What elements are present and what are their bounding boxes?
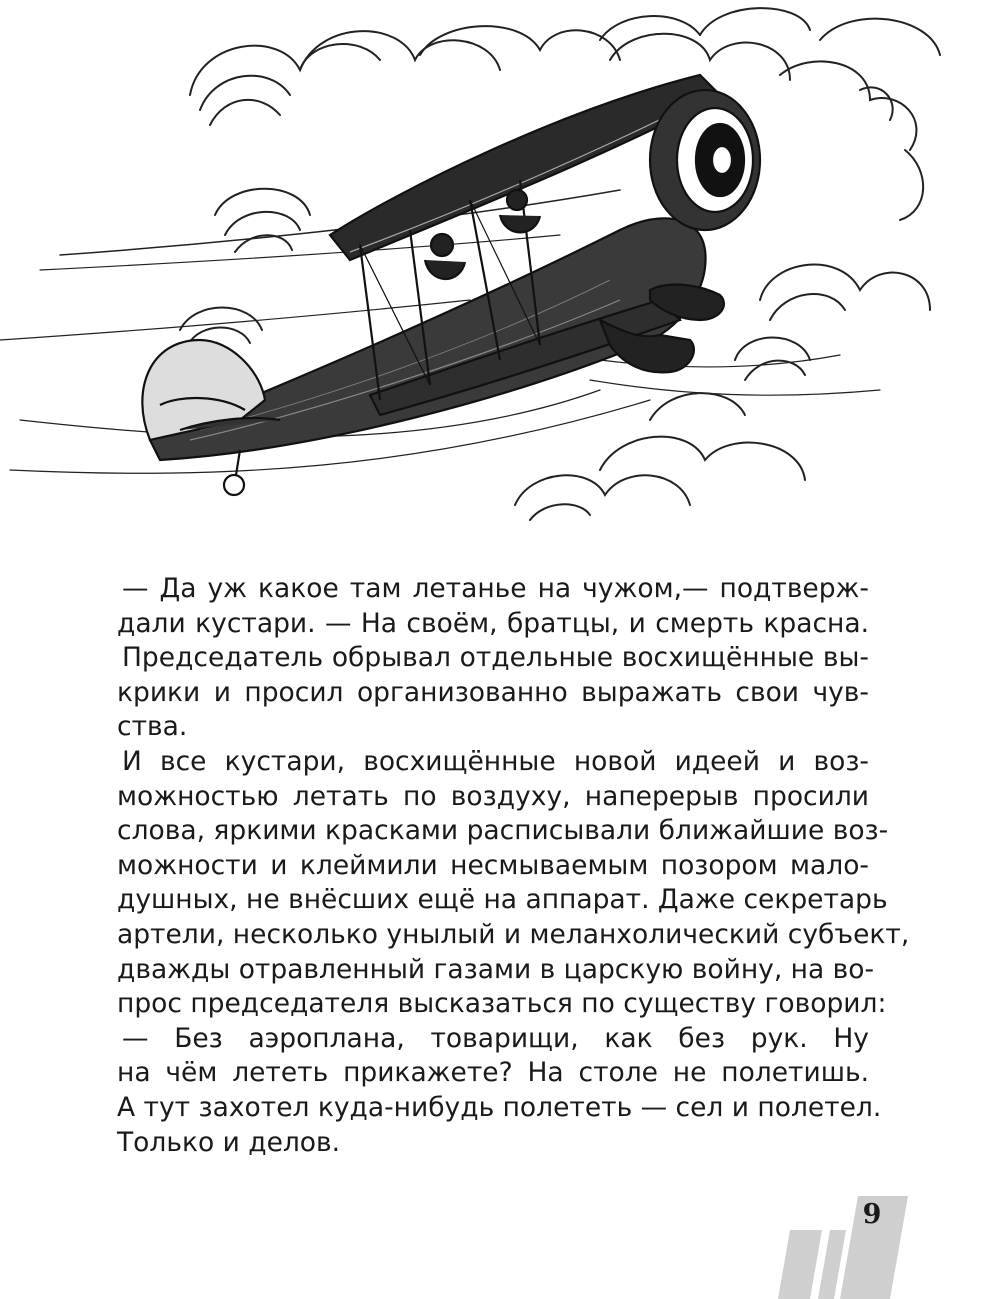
text-line: слова, яркими красками расписывали ближайшие воз- [117,815,889,847]
text-line: прос председателя высказаться по существу говорил: [117,988,887,1020]
text-line: И все кустари, восхищённые новой идеей и воз- [122,745,869,777]
text-line: дважды отравленный газами в царскую войну, на во- [117,953,875,985]
cloud-icon [735,265,930,380]
text-line: — Без аэроплана, товарищи, как без рук. Ну [122,1022,869,1054]
biplane-icon [142,75,760,495]
text-line: Только и делов. [117,1126,341,1158]
body-text [117,572,910,1160]
text-line: артели, несколько унылый и меланхолический субъект, [117,918,910,950]
text-line: дали кустари. — На своём, братцы, и смерть красна. [117,607,869,639]
page-number: 9 [862,1199,882,1230]
tab-stripe-icon [778,1230,822,1299]
tab-stripe-icon [818,1230,846,1299]
text-line: на чём лететь прикажете? На столе не полетишь. [117,1057,869,1089]
cloud-icon [190,8,940,220]
text-line: крики и просил организованно выражать свои чув- [117,676,869,708]
text-line: душных, не внёсших ещё на аппарат. Даже секретарь [117,884,888,916]
text-line: А тут захотел куда-нибудь полететь — сел и полетел. [117,1091,882,1123]
text-line: ства. [117,711,188,743]
text-line: — Да уж какое там летанье на чужом,— подтверж- [122,573,869,604]
text-line: Председатель обрывал отдельные восхищённые вы- [122,642,869,674]
text-line: можности и клеймили несмываемым позором мало- [117,849,869,881]
cloud-icon [215,189,310,252]
text-line: можностью летать по воздуху, наперерыв просили [117,780,869,812]
biplane-illustration [0,0,986,570]
